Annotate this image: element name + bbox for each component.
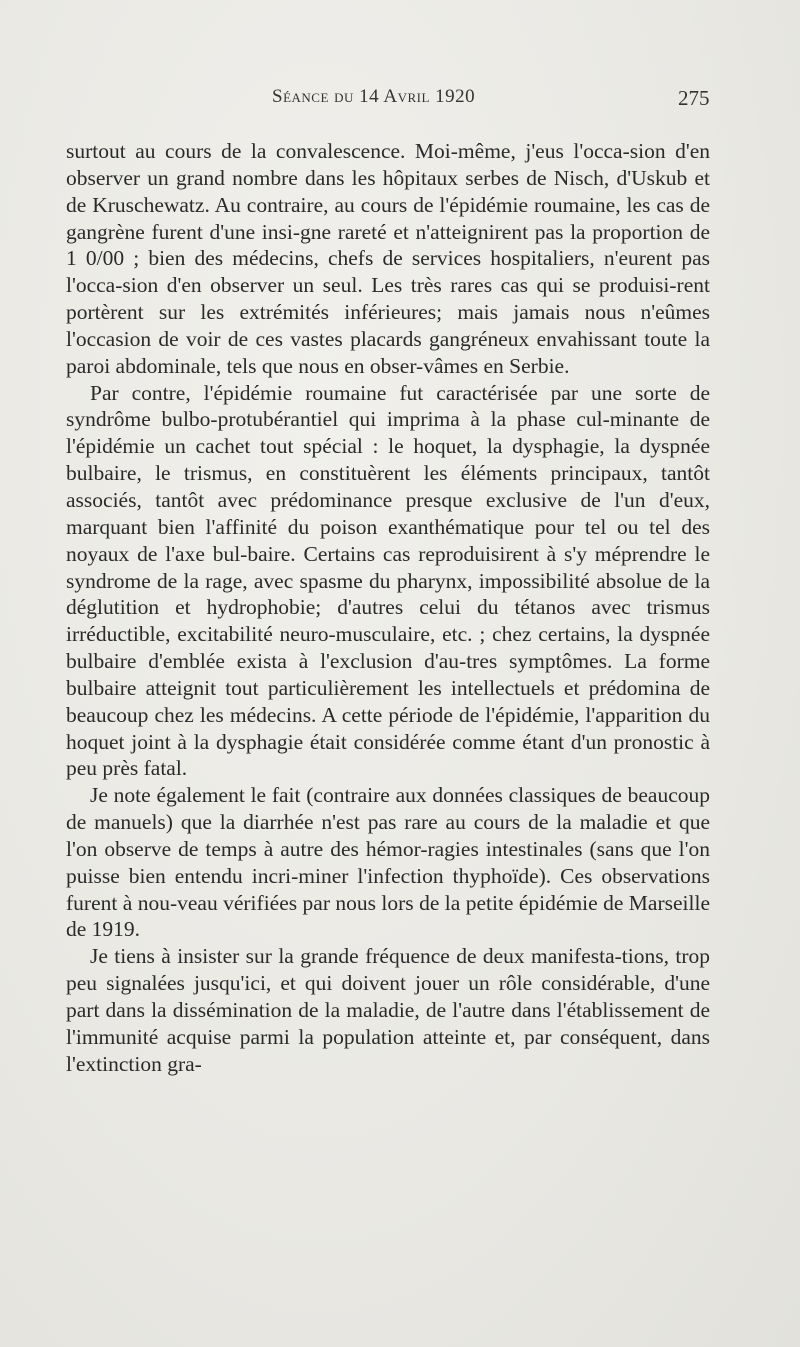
running-header	[0, 86, 800, 116]
paragraph-roumaine-bulbaire: Par contre, l'épidémie roumaine fut caractérisée par une sorte de syndrôme bulbo-protubérantiel qui imprima à la phase cul-minante de l'épidémie un cachet tout spécial : le hoquet, la dysphagie, la dyspnée bulbaire, le trismus, en constituèrent les éléments principaux, tantôt associés, tantôt avec prédominance presque exclusive de l'un d'eux, marquant bien l'affinité du poison exanthématique pour tel ou tel des noyaux de l'axe bul-baire. Certains cas reproduisirent à s'y méprendre le syndrome de la rage, avec spasme du pharynx, impossibilité absolue de la déglutition et hydrophobie; d'autres celui du tétanos avec trismus irréductible, excitabilité neuro-musculaire, etc. ; chez certains, la dyspnée bulbaire d'emblée exista à l'exclusion d'au-tres symptômes. La forme bulbaire atteignit tout particulièrement les intellectuels et prédomina de beaucoup chez les médecins. A cette période de l'épidémie, l'apparition du hoquet joint à la dysphagie était considérée comme étant d'un pronostic à peu près fatal.	[66, 380, 710, 781]
paragraph-diarrhee: Je note également le fait (contraire aux données classiques de beaucoup de manuels) que la diarrhée n'est pas rare au cours de la maladie et que l'on observe de temps à autre des hémor-ragies intestinales (sans que l'on puisse bien entendu incri-miner l'infection thyphoïde). Ces observations furent à nou-veau vérifiées par nous lors de la petite épidémie de Marseille de 1919.	[66, 783, 710, 942]
page-number: 275	[678, 86, 710, 110]
running-title: Séance du 14 Avril 1920	[272, 86, 476, 107]
paragraph-manifestations: Je tiens à insister sur la grande fréquence de deux manifesta-tions, trop peu signalées jusqu'ici, et qui doivent jouer un rôle considérable, d'une part dans la dissémination de la maladie, de l'autre dans l'établissement de l'immunité acquise parmi la population atteinte et, par conséquent, dans l'extinction gra-	[66, 944, 710, 1076]
body-text	[66, 138, 710, 1078]
paragraph-continuation: surtout au cours de la convalescence. Moi-même, j'eus l'occa-sion d'en observer un grand nombre dans les hôpitaux serbes de Nisch, d'Uskub et de Kruschewatz. Au contraire, au cours de l'épidémie roumaine, les cas de gangrène furent d'une insi-gne rareté et n'atteignirent pas la proportion de 1 0/00 ; bien des médecins, chefs de services hospitaliers, n'eurent pas l'occa-sion d'en observer un seul. Les très rares cas qui se produisi-rent portèrent sur les extrémités inférieures; mais jamais nous n'eûmes l'occasion de voir de ces vastes placards gangréneux envahissant toute la paroi abdominale, tels que nous en obser-vâmes en Serbie.	[66, 139, 710, 378]
